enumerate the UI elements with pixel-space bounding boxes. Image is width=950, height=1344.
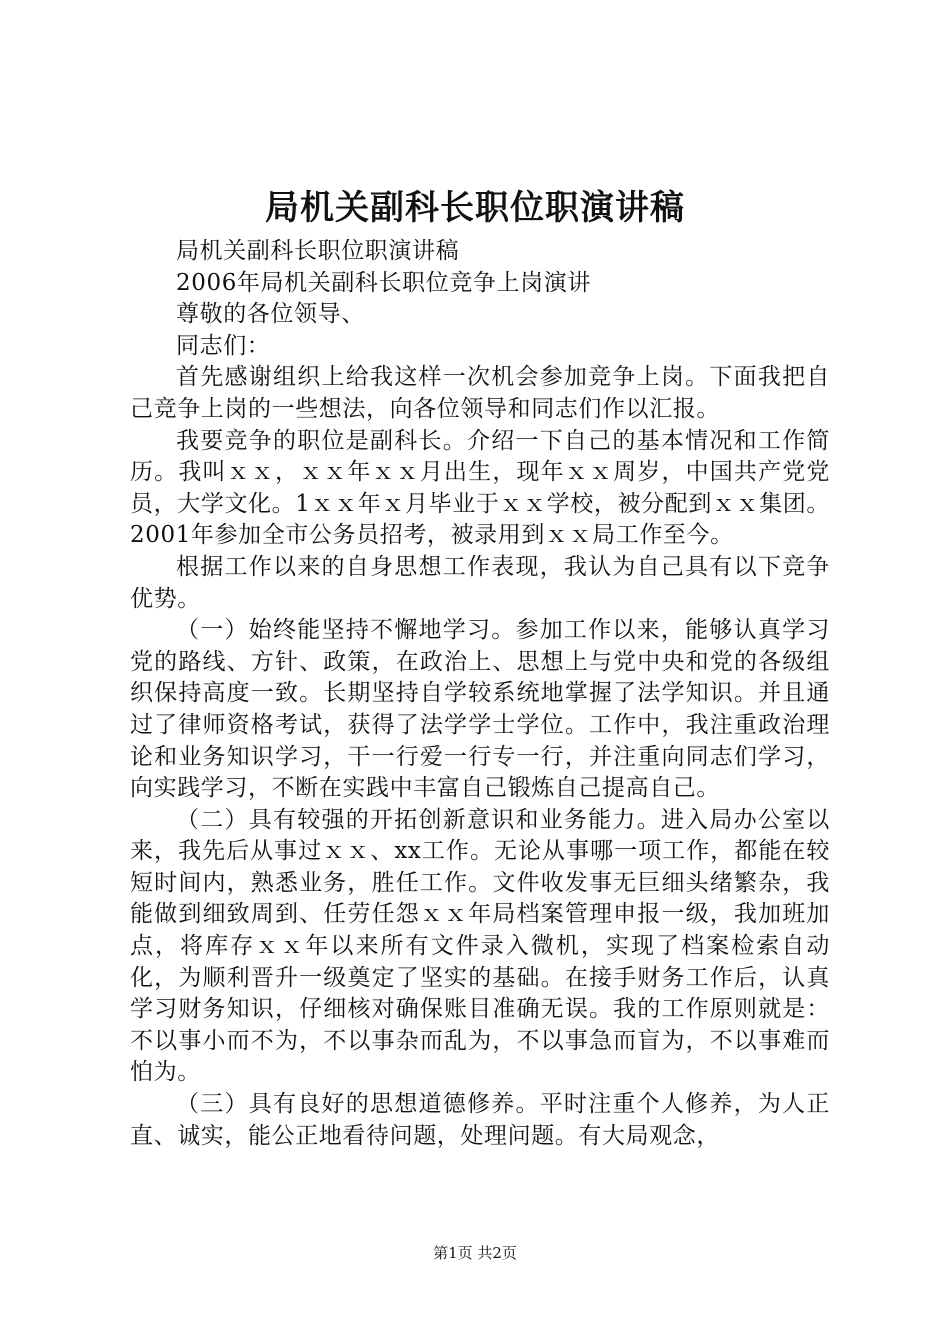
paragraph: 局机关副科长职位职演讲稿 (176, 238, 460, 264)
paragraph: 2006年局机关副科长职位竞争上岗演讲 (176, 269, 591, 296)
paragraph: 尊敬的各位领导、 (176, 301, 365, 328)
page-footer: 第1页 共2页 (433, 1244, 517, 1262)
paragraph: （二）具有较强的开拓创新意识和业务能力。进入局办公室以来，我先后从事过ｘｘ、xx工作。无论从事哪一项工作，都能在较短时间内，熟悉业务，胜任工作。文件收发事无巨细头绪繁杂，我能做到细致周到、任劳任怨ｘｘ年局档案管理申报一级，我加班加点，将库存ｘｘ年以来所有文件录入微机，实现了档案检索自动化，为顺利晋升一级奠定了坚实的基础。在接手财务工作后，认真学习财务知识，仔细核对确保账目准确无误。我的工作原则就是：不以事小而不为，不以事杂而乱为，不以事急而盲为，不以事难而怕为。 (130, 806, 830, 1086)
paragraph: 我要竞争的职位是副科长。介绍一下自己的基本情况和工作简历。我叫ｘｘ，ｘｘ年ｘｘ月出生，现年ｘｘ周岁，中国共产党党员，大学文化。1ｘｘ年ｘ月毕业于ｘｘ学校，被分配到ｘｘ集团。2001年参加全市公务员招考，被录用到ｘｘ局工作至今。 (130, 427, 830, 549)
paragraph: 根据工作以来的自身思想工作表现，我认为自己具有以下竞争优势。 (130, 553, 830, 612)
paragraph: 首先感谢组织上给我这样一次机会参加竞争上岗。下面我把自己竞争上岗的一些想法，向各位领导和同志们作以汇报。 (130, 364, 830, 422)
document-title: 局机关副科长职位职演讲稿 (265, 188, 685, 228)
paragraph: （三）具有良好的思想道德修养。平时注重个人修养，为人正直、诚实，能公正地看待问题，处理问题。有大局观念， (130, 1091, 830, 1149)
document-body (130, 236, 830, 1152)
paragraph: （一）始终能坚持不懈地学习。参加工作以来，能够认真学习党的路线、方针、政策，在政治上、思想上与党中央和党的各级组织保持高度一致。长期坚持自学较系统地掌握了法学知识。并且通过了律师资格考试，获得了法学学士学位。工作中，我注重政治理论和业务知识学习，干一行爱一行专一行，并注重向同志们学习，向实践学习，不断在实践中丰富自己锻炼自己提高自己。 (130, 617, 830, 802)
paragraph: 同志们： (176, 332, 271, 359)
